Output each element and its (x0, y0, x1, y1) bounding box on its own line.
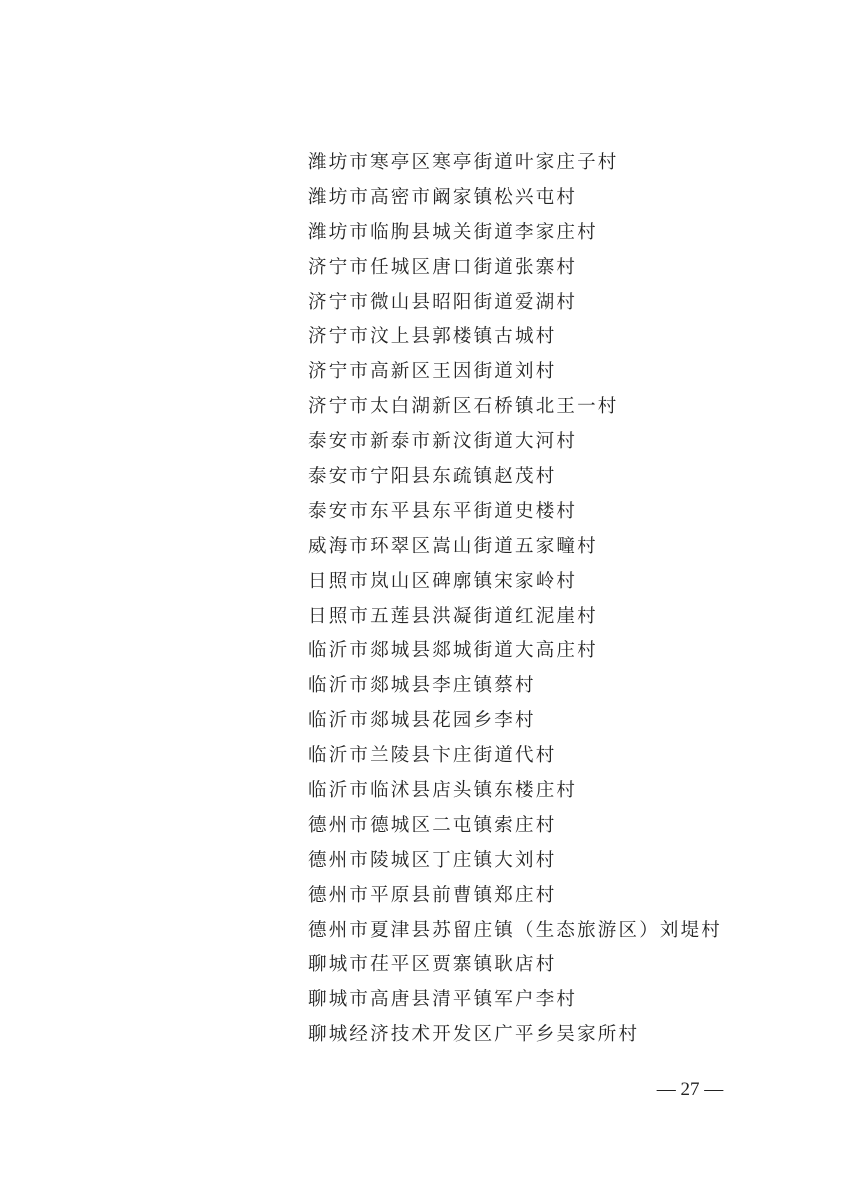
list-item: 济宁市太白湖新区石桥镇北王一村 (308, 396, 619, 418)
list-item: 济宁市汶上县郭楼镇古城村 (308, 326, 557, 348)
list-item: 德州市夏津县苏留庄镇（生态旅游区）刘堤村 (308, 919, 723, 941)
list-item: 聊城经济技术开发区广平乡吴家所村 (308, 1024, 640, 1046)
list-item: 德州市德城区二屯镇索庄村 (308, 814, 557, 836)
list-item: 潍坊市高密市阚家镇松兴屯村 (308, 186, 578, 208)
list-item: 济宁市高新区王因街道刘村 (308, 361, 557, 383)
list-item: 临沂市兰陵县卞庄街道代村 (308, 745, 557, 767)
list-item: 临沂市临沭县店头镇东楼庄村 (308, 780, 578, 802)
list-item: 济宁市微山县昭阳街道爱湖村 (308, 291, 578, 313)
page-number: — 27 — (656, 1079, 724, 1100)
list-item: 济宁市任城区唐口街道张寨村 (308, 256, 578, 278)
list-item: 临沂市郯城县花园乡李村 (308, 710, 536, 732)
list-item: 聊城市茌平区贾寨镇耿店村 (308, 954, 557, 976)
list-item: 德州市平原县前曹镇郑庄村 (308, 884, 557, 906)
list-item: 德州市陵城区丁庄镇大刘村 (308, 849, 557, 871)
list-item: 临沂市郯城县李庄镇蔡村 (308, 675, 536, 697)
list-item: 临沂市郯城县郯城街道大高庄村 (308, 640, 598, 662)
list-item: 泰安市新泰市新汶街道大河村 (308, 431, 578, 453)
list-item: 日照市岚山区碑廓镇宋家岭村 (308, 570, 578, 592)
list-item: 潍坊市寒亭区寒亭街道叶家庄子村 (308, 152, 619, 173)
list-item: 威海市环翠区嵩山街道五家疃村 (308, 535, 598, 557)
list-item: 潍坊市临朐县城关街道李家庄村 (308, 221, 598, 243)
list-item: 日照市五莲县洪凝街道红泥崖村 (308, 605, 598, 627)
list-item: 泰安市东平县东平街道史楼村 (308, 500, 578, 522)
village-list (308, 146, 722, 1053)
list-item: 泰安市宁阳县东疏镇赵茂村 (308, 466, 557, 488)
list-item: 聊城市高唐县清平镇军户李村 (308, 989, 578, 1011)
